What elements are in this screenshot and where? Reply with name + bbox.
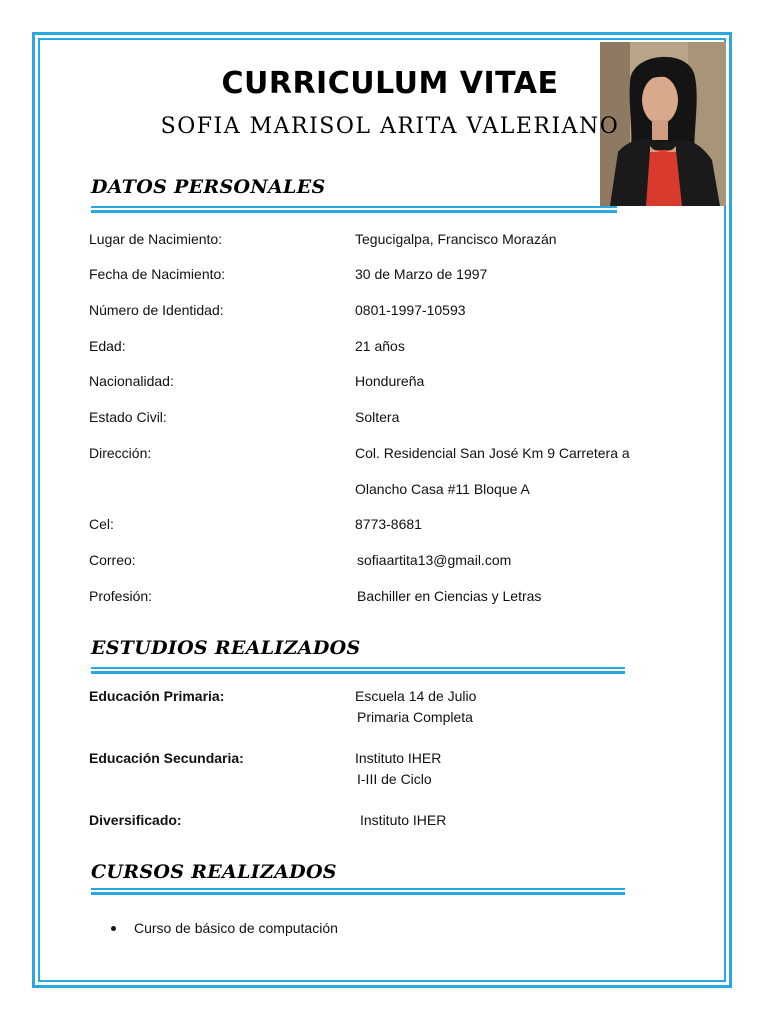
label-educacion-secundaria: Educación Secundaria: <box>89 750 244 766</box>
section-heading-cursos: CURSOS REALIZADOS <box>91 861 337 883</box>
label-lugar-nacimiento: Lugar de Nacimiento: <box>89 231 223 247</box>
value-diversificado-school: Instituto IHER <box>360 812 447 828</box>
value-numero-identidad: 0801-1997-10593 <box>355 302 466 318</box>
value-nacionalidad: Hondureña <box>355 373 425 389</box>
value-estado-civil: Soltera <box>355 409 400 425</box>
label-direccion: Dirección: <box>89 445 152 461</box>
value-primaria-status: Primaria Completa <box>357 709 473 725</box>
value-secundaria-status: I-III de Ciclo <box>357 771 432 787</box>
section-divider <box>91 888 625 895</box>
candidate-name: SOFIA MARISOL ARITA VALERIANO <box>160 114 620 139</box>
label-correo: Correo: <box>89 552 136 568</box>
value-direccion-line2: Olancho Casa #11 Bloque A <box>355 481 530 497</box>
document-title: CURRICULUM VITAE <box>221 66 559 101</box>
value-cel: 8773-8681 <box>355 516 422 532</box>
value-direccion-line1: Col. Residencial San José Km 9 Carretera a <box>355 445 630 461</box>
label-numero-identidad: Número de Identidad: <box>89 302 224 318</box>
section-divider <box>91 667 625 674</box>
label-educacion-primaria: Educación Primaria: <box>89 688 225 704</box>
label-cel: Cel: <box>89 516 114 532</box>
section-heading-datos-personales: DATOS PERSONALES <box>91 176 326 198</box>
label-estado-civil: Estado Civil: <box>89 409 167 425</box>
label-nacionalidad: Nacionalidad: <box>89 373 174 389</box>
section-divider <box>91 206 617 213</box>
list-item: Curso de básico de computación <box>134 920 338 936</box>
value-correo: sofiaartita13@gmail.com <box>357 552 512 568</box>
value-secundaria-school: Instituto IHER <box>355 750 442 766</box>
section-heading-estudios: ESTUDIOS REALIZADOS <box>91 637 361 659</box>
value-edad: 21 años <box>355 338 405 354</box>
value-primaria-school: Escuela 14 de Julio <box>355 688 477 704</box>
value-lugar-nacimiento: Tegucigalpa, Francisco Morazán <box>355 231 557 247</box>
bullet-icon <box>111 926 116 931</box>
label-edad: Edad: <box>89 338 126 354</box>
label-profesion: Profesión: <box>89 588 153 604</box>
label-diversificado: Diversificado: <box>89 812 182 828</box>
value-profesion: Bachiller en Ciencias y Letras <box>357 588 542 604</box>
label-fecha-nacimiento: Fecha de Nacimiento: <box>89 266 226 282</box>
value-fecha-nacimiento: 30 de Marzo de 1997 <box>355 266 488 282</box>
